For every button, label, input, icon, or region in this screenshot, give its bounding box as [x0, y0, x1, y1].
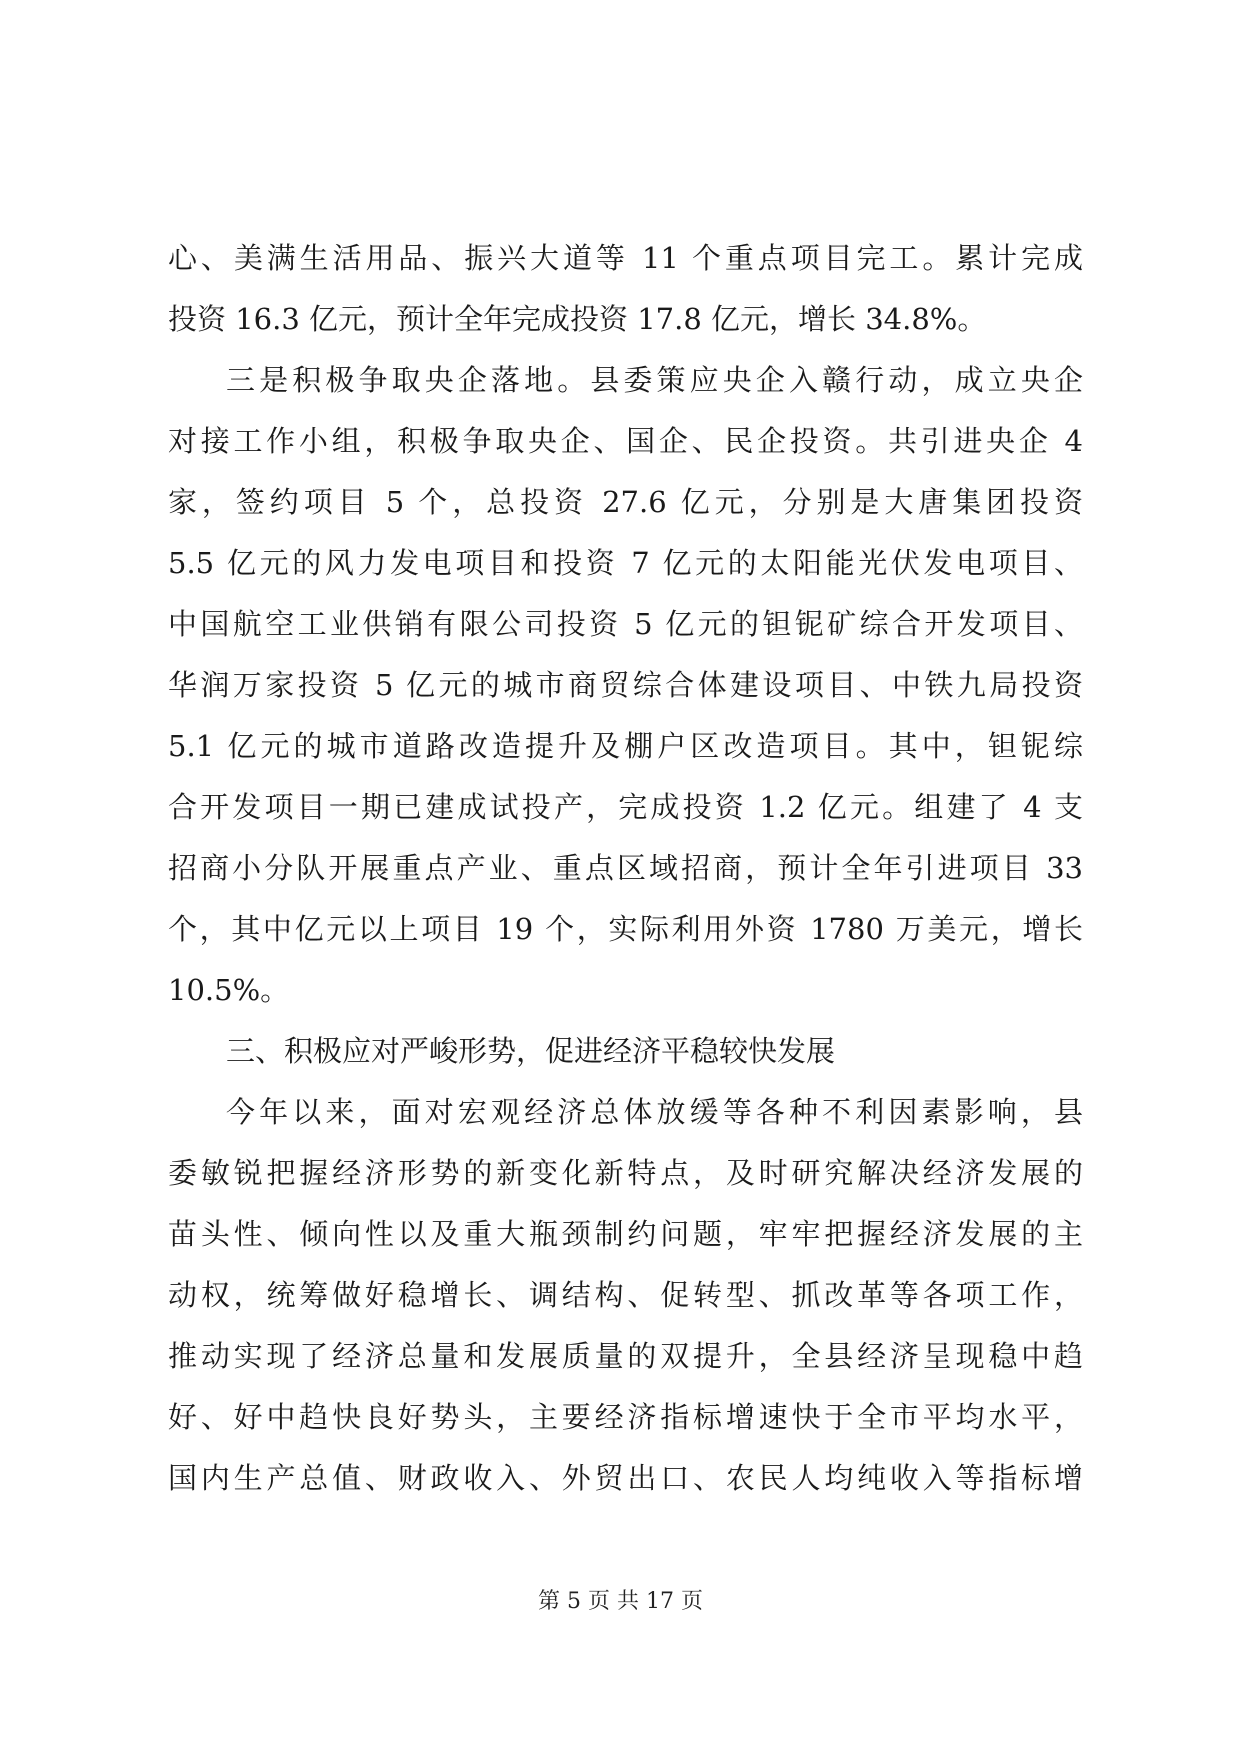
- page-number-footer: 第 5 页 共 17 页: [538, 1589, 703, 1614]
- text-line: 国内生产总值、财政收入、外贸出口、农民人均纯收入等指标增: [168, 1461, 1083, 1495]
- text-line: 投资 16.3 亿元，预计全年完成投资 17.8 亿元，增长 34.8%。: [168, 302, 987, 336]
- text-line: 推动实现了经济总量和发展质量的双提升，全县经济呈现稳中趋: [168, 1339, 1083, 1373]
- paragraph-start-line: 三是积极争取央企落地。县委策应央企入赣行动，成立央企: [226, 363, 1083, 397]
- text-line: 好、好中趋快良好势头，主要经济指标增速快于全市平均水平，: [168, 1400, 1083, 1434]
- paragraph-start-line: 今年以来，面对宏观经济总体放缓等各种不利因素影响，县: [226, 1095, 1083, 1129]
- text-line: 委敏锐把握经济形势的新变化新特点，及时研究解决经济发展的: [168, 1156, 1083, 1190]
- text-line: 华润万家投资 5 亿元的城市商贸综合体建设项目、中铁九局投资: [168, 668, 1083, 702]
- text-line: 对接工作小组，积极争取央企、国企、民企投资。共引进央企 4: [168, 424, 1083, 458]
- text-line: 动权，统筹做好稳增长、调结构、促转型、抓改革等各项工作，: [168, 1278, 1083, 1312]
- text-line: 苗头性、倾向性以及重大瓶颈制约问题，牢牢把握经济发展的主: [168, 1217, 1083, 1251]
- text-line: 心、美满生活用品、振兴大道等 11 个重点项目完工。累计完成: [168, 241, 1083, 275]
- text-line: 中国航空工业供销有限公司投资 5 亿元的钽铌矿综合开发项目、: [168, 607, 1083, 641]
- text-line: 5.5 亿元的风力发电项目和投资 7 亿元的太阳能光伏发电项目、: [168, 546, 1083, 580]
- text-line: 个，其中亿元以上项目 19 个，实际利用外资 1780 万美元，增长: [168, 912, 1083, 946]
- body-text: [168, 228, 1083, 1509]
- text-line: 家，签约项目 5 个，总投资 27.6 亿元，分别是大唐集团投资: [168, 485, 1083, 519]
- text-line: 5.1 亿元的城市道路改造提升及棚户区改造项目。其中，钽铌综: [168, 729, 1083, 763]
- section-heading: 三、积极应对严峻形势，促进经济平稳较快发展: [226, 1034, 836, 1068]
- text-line: 合开发项目一期已建成试投产，完成投资 1.2 亿元。组建了 4 支: [168, 790, 1083, 824]
- text-line: 10.5%。: [168, 973, 290, 1007]
- text-line: 招商小分队开展重点产业、重点区域招商，预计全年引进项目 33: [168, 851, 1083, 885]
